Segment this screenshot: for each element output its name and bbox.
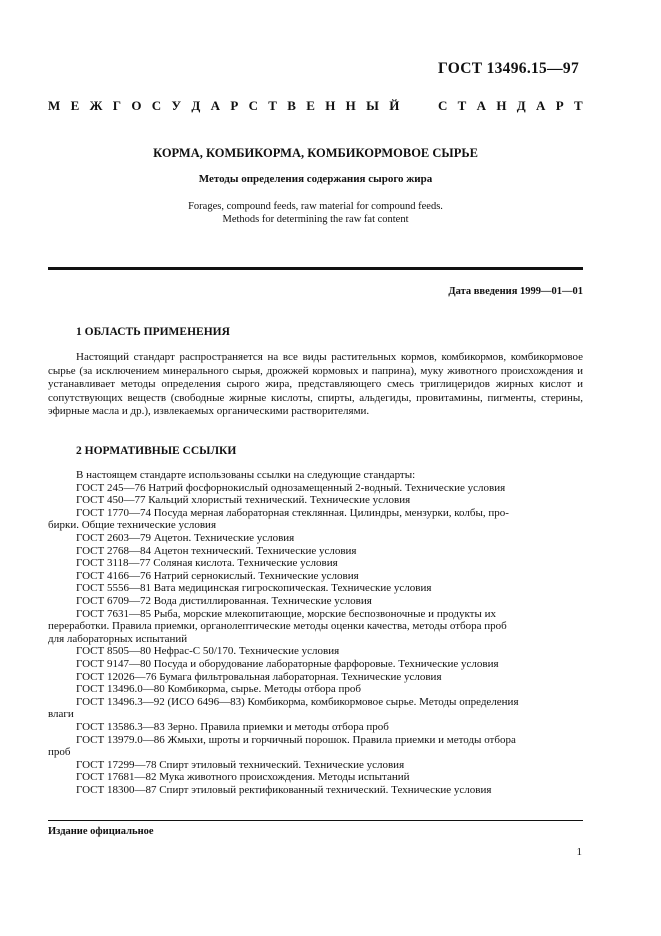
reference-line: ГОСТ 450—77 Кальций хлористый технический. Технические условия — [76, 494, 411, 507]
page-number: 1 — [576, 846, 582, 858]
official-edition-label: Издание официальное — [48, 826, 154, 837]
heading-letter: А — [210, 98, 220, 113]
reference-line: ГОСТ 13496.0—80 Комбикорма, сырье. Методы отбора проб — [76, 683, 362, 696]
reference-line: ГОСТ 3118—77 Соляная кислота. Технические условия — [76, 557, 338, 570]
heading-letter: Н — [325, 98, 336, 113]
interstate-standard-heading — [48, 98, 583, 114]
reference-line: переработки. Правила приемки, органолептические методы оценки качества, методы отбора проб — [48, 620, 507, 633]
reference-line: ГОСТ 6709—72 Вода дистиллированная. Технические условия — [76, 595, 372, 607]
reference-line: ГОСТ 13586.3—83 Зерно. Правила приемки и методы отбора проб — [76, 721, 389, 733]
heading-letter: Г — [112, 98, 122, 113]
introduction-date: Дата введения 1999—01—01 — [448, 286, 583, 297]
reference-line: ГОСТ 2768—84 Ацетон технический. Технические условия — [76, 544, 357, 557]
heading-letter: М — [48, 98, 61, 113]
reference-line: ГОСТ 2603—79 Ацетон. Технические условия — [76, 532, 295, 544]
heading-letter: Д — [516, 98, 526, 113]
heading-letter: Н — [496, 98, 507, 113]
footer-divider — [48, 820, 583, 821]
reference-line: ГОСТ 7631—85 Рыба, морские млекопитающие, морские беспозвоночные и продукты их — [76, 607, 497, 620]
reference-line: ГОСТ 13979.0—86 Жмыхи, шроты и горчичный порошок. Правила приемки и методы отбора — [76, 733, 516, 746]
heading-letter: В — [287, 98, 296, 113]
reference-line: ГОСТ 17299—78 Спирт этиловый технический. Технические условия — [76, 758, 405, 771]
heading-letter: Е — [306, 98, 315, 113]
heading-letter: Р — [230, 98, 239, 113]
heading-letter: Т — [574, 98, 583, 113]
word-gap — [410, 98, 428, 114]
document-subtitle: Методы определения содержания сырого жира — [198, 173, 433, 185]
heading-letter: Д — [191, 98, 201, 113]
reference-line: ГОСТ 8505—80 Нефрас-С 50/170. Технические условия — [76, 645, 340, 658]
heading-letter: Е — [70, 98, 80, 113]
reference-line: ГОСТ 5556—81 Вата медицинская гигроскопическая. Технические условия — [76, 582, 432, 595]
heading-letter: Н — [345, 98, 356, 113]
english-title-line-2: Methods for determining the raw fat content — [222, 214, 409, 225]
heading-letter: У — [171, 98, 182, 113]
heading-letter: Ы — [366, 98, 379, 113]
heading-letter: Ж — [89, 98, 103, 113]
heading-letter: Й — [389, 98, 400, 113]
document-title: КОРМА, КОМБИКОРМА, КОМБИКОРМОВОЕ СЫРЬЕ — [153, 146, 478, 160]
reference-line: ГОСТ 4166—76 Натрий сернокислый. Технические условия — [76, 569, 359, 582]
section-1-heading: 1 ОБЛАСТЬ ПРИМЕНЕНИЯ — [76, 326, 230, 338]
reference-line: ГОСТ 9147—80 Посуда и оборудование лабораторные фарфоровые. Технические условия — [76, 658, 499, 670]
reference-line: ГОСТ 18300—87 Спирт этиловый ректификованный технический. Технические условия — [76, 784, 492, 796]
heading-letter: Т — [457, 98, 467, 113]
reference-line: ГОСТ 17681—82 Мука животного происхождения. Методы испытаний — [76, 771, 410, 784]
heading-letter: Т — [268, 98, 277, 113]
heading-letter: А — [476, 98, 487, 113]
reference-line: ГОСТ 1770—74 Посуда мерная лабораторная стеклянная. Цилиндры, мензурки, колбы, про- — [76, 506, 509, 519]
section-2-heading: 2 НОРМАТИВНЫЕ ССЫЛКИ — [76, 445, 237, 457]
document-code: ГОСТ 13496.15—97 — [437, 60, 579, 77]
reference-line: ГОСТ 13496.3—92 (ИСО 6496—83) Комбикорма, комбикормовое сырье. Методы определения — [76, 695, 519, 708]
reference-line: В настоящем стандарте использованы ссылки на следующие стандарты: — [76, 469, 416, 481]
reference-line: ГОСТ 12026—76 Бумага фильтровальная лабораторная. Технические условия — [76, 670, 442, 683]
header-divider — [48, 267, 583, 270]
heading-letter: А — [536, 98, 546, 113]
english-title-line-1: Forages, compound feeds, raw material for compound feeds. — [188, 201, 443, 212]
reference-line: бирки. Общие технические условия — [48, 519, 217, 532]
reference-line: ГОСТ 245—76 Натрий фосфорнокислый однозамещенный 2-водный. Технические условия — [76, 481, 506, 494]
heading-letter: С — [151, 98, 162, 113]
section-1-text: Настоящий стандарт распространяется на все виды растительных кормов, комбикормов, комбикормовое сырье (за исключением минерального сырья, дрожжей кормовых и паприна), муку животного происхождения и устанавливает методы определения сырого жира, представляющего смесь триглицеридов жирных кислот и сопутствующих веществ (свободные жирные кислоты, спирты, альдегиды, провитамины, пигменты, стерины, эфирные масла и др.), извлекаемых органическими растворителями. — [48, 351, 583, 418]
heading-letter: Р — [555, 98, 564, 113]
heading-letter: С — [248, 98, 258, 113]
reference-line: проб — [48, 746, 71, 759]
reference-line: влаги — [48, 708, 74, 721]
reference-line: для лабораторных испытаний — [48, 632, 188, 645]
heading-letter: С — [437, 98, 448, 113]
heading-letter: О — [131, 98, 142, 113]
